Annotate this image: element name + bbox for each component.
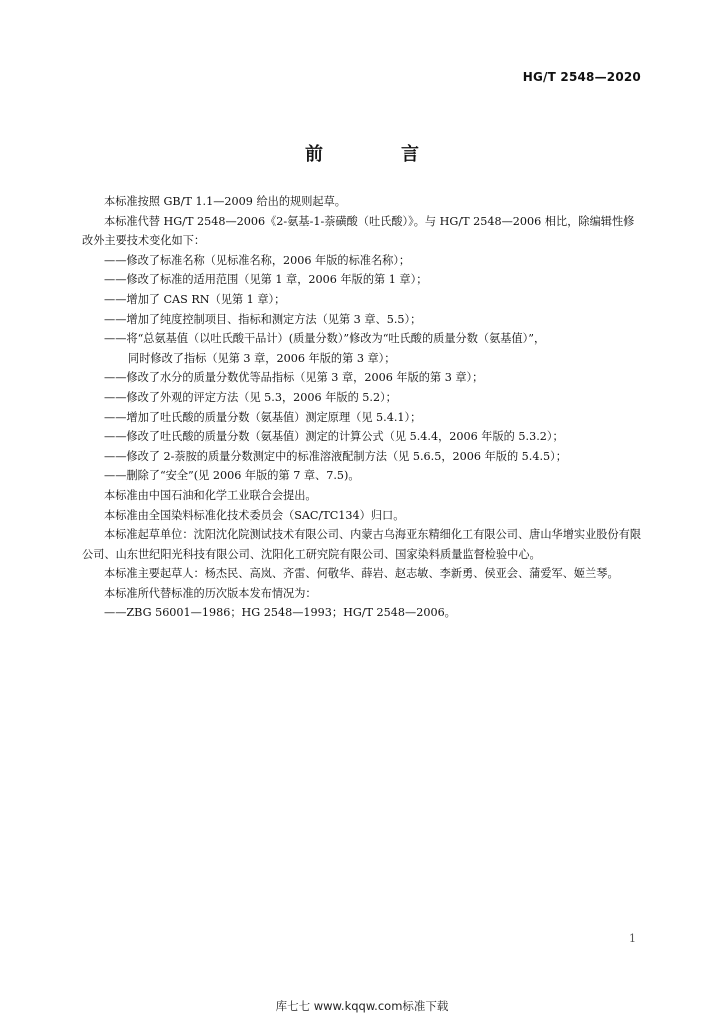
list-item: ——修改了 2-萘胺的质量分数测定中的标准溶液配制方法（见 5.6.5，2006 年版的 5.4.5）； — [104, 449, 567, 463]
standard-code: HG/T 2548—2020 — [522, 70, 641, 84]
list-item: 同时修改了指标（见第 3 章，2006 年版的第 3 章）； — [128, 351, 396, 365]
paragraph: 本标准由中国石油和化学工业联合会提出。 — [104, 488, 317, 502]
list-item: ——增加了 CAS RN（见第 1 章）； — [104, 292, 286, 306]
paragraph: 本标准按照 GB/T 1.1—2009 给出的规则起草。 — [104, 195, 346, 208]
list-item: ——删除了“安全”(见 2006 年版的第 7 章、7.5)。 — [104, 469, 360, 483]
paragraph: 本标准由全国染料标准化技术委员会（SAC/TC134）归口。 — [104, 508, 405, 522]
list-item: ——修改了标准的适用范围（见第 1 章，2006 年版的第 1 章）； — [104, 273, 428, 287]
list-item: ——修改了吐氏酸的质量分数（氨基值）测定的计算公式（见 5.4.4，2006 年版的 5.3.2）； — [104, 430, 564, 444]
list-item: ——修改了外观的评定方法（见 5.3，2006 年版的 5.2）； — [104, 390, 397, 404]
page-number: 1 — [629, 932, 636, 945]
foreword-body — [82, 192, 642, 623]
list-item: ——ZBG 56001—1986；HG 2548—1993；HG/T 2548—2006。 — [104, 606, 456, 620]
paragraph: 本标准起草单位：沈阳沈化院测试技术有限公司、内蒙古乌海亚东精细化工有限公司、唐山华增实业股份有限公司、山东世纪阳光科技有限公司、沈阳化工研究院有限公司、国家染料质量监督检验中心。 — [82, 528, 642, 561]
list-item: ——增加了纯度控制项目、指标和测定方法（见第 3 章、5.5）； — [104, 312, 422, 326]
paragraph: 本标准所代替标准的历次版本发布情况为： — [104, 586, 317, 600]
footer-watermark: 库七七 www.kqqw.com标准下载 — [275, 999, 449, 1013]
page-title: 前 言 — [305, 144, 449, 165]
list-item: ——增加了吐氏酸的质量分数（氨基值）测定原理（见 5.4.1）； — [104, 410, 422, 424]
list-item: ——修改了标准名称（见标准名称，2006 年版的标准名称）； — [104, 253, 411, 267]
list-item: ——修改了水分的质量分数优等品指标（见第 3 章，2006 年版的第 3 章）； — [104, 371, 484, 385]
paragraph: 本标准主要起草人：杨杰民、高岚、齐雷、何敬华、薛岩、赵志敏、李新勇、侯亚会、蒲爱军、姬兰琴。 — [104, 567, 619, 581]
list-item: ——将“总氨基值（以吐氏酸干品计）(质量分数）”修改为“吐氏酸的质量分数（氨基值）”， — [104, 332, 546, 346]
paragraph: 本标准代替 HG/T 2548—2006《2-氨基-1-萘磺酸（吐氏酸）》。与 HG/T 2548—2006 相比，除编辑性修改外主要技术变化如下： — [82, 214, 635, 248]
